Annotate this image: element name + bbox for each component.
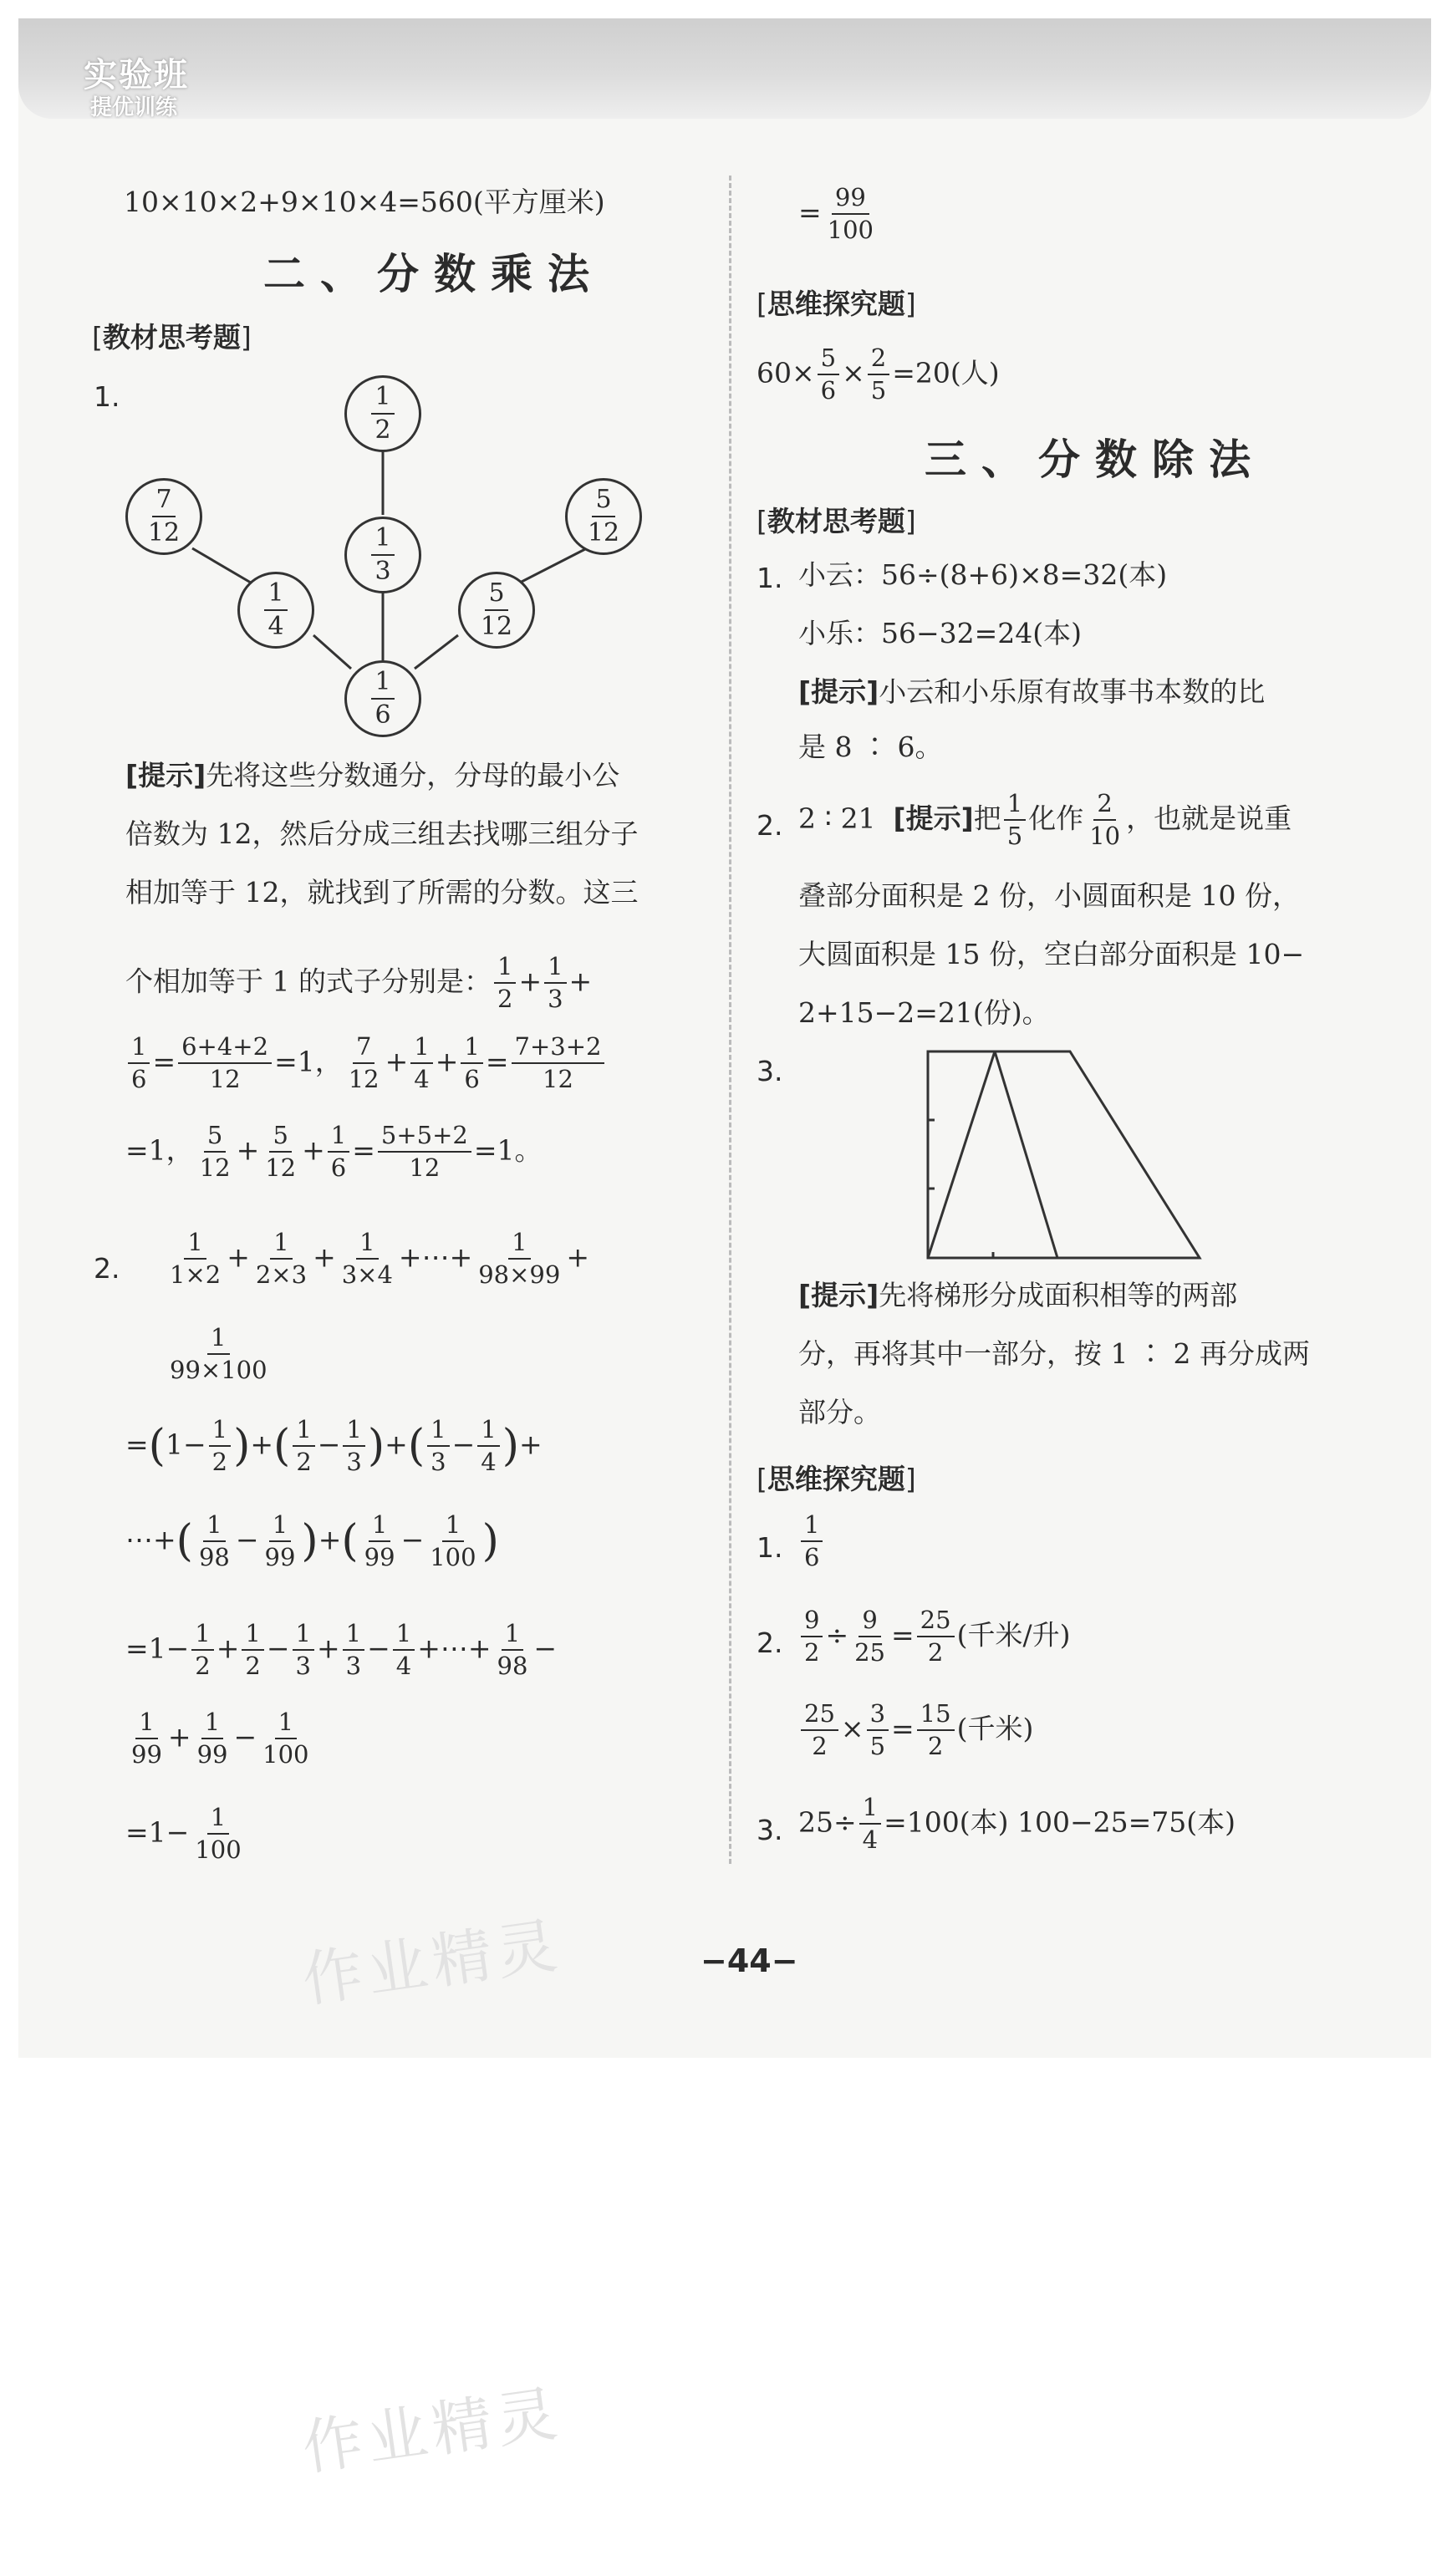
q2-line: 大圆面积是 15 份，空白部分面积是 10− bbox=[798, 938, 1305, 970]
tree-node-1-4: $\frac{1}{4}$ bbox=[237, 572, 314, 649]
result-99-100: = $\frac{99}{100}$ bbox=[798, 183, 874, 245]
sum-expression-1: $\frac{1}{6}$ = $\frac{6+4+2}{12}$ =1， $\frac{7}{12}$ + $\frac{1}{4}$ + $\frac{1}{6}$ = $\frac{7+3+2}{12}$ bbox=[125, 1033, 607, 1094]
q2-answer: 2 ∶ 21 [提示]把 $\frac{1}{5}$ 化作 $\frac{2}{10}$ ，也就是说重 bbox=[798, 789, 1292, 851]
explore-answer-2b: $\frac{25}{2}$ × $\frac{3}{5}$ = $\frac{15}{2}$ (千米) bbox=[798, 1700, 1033, 1761]
explore-answer-2a: $\frac{9}{2}$ ÷ $\frac{9}{25}$ = $\frac{25}{2}$ (千米/升) bbox=[798, 1606, 1070, 1667]
tip-line-with-expression: 个相加等于 1 的式子分别是： $\frac{1}{2}$ + $\frac{1}{3}$ + bbox=[125, 952, 593, 1014]
question-number: 1. bbox=[757, 562, 783, 594]
telescoping-step-1: =(1− $\frac{1}{2}$ )+( $\frac{1}{2}$ − $\frac{1}{3}$ )+( $\frac{1}{3}$ − $\frac{1}{4}$ )+ bbox=[125, 1415, 543, 1477]
q2-line: 2+15−2=21(份)。 bbox=[798, 996, 1050, 1029]
explore-equation: 60× $\frac{5}{6}$ × $\frac{2}{5}$ =20(人) bbox=[757, 344, 1000, 405]
q1-xiaole: 小乐：56−32=24(本) bbox=[798, 617, 1083, 649]
q3-tip: [提示]先将梯形分成面积相等的两部 bbox=[798, 1279, 1238, 1311]
question-number: 2. bbox=[757, 1627, 783, 1659]
series-expression-last-term: $\frac{1}{99\times 100}$ bbox=[170, 1323, 267, 1385]
tree-node-1-3: $\frac{1}{3}$ bbox=[344, 517, 421, 593]
brand-subtitle: 提优训练 bbox=[90, 95, 178, 120]
q1-xiaoyun: 小云：56÷(8+6)×8=32(本) bbox=[798, 558, 1168, 591]
explore-questions-label: [思维探究题] bbox=[757, 1463, 916, 1495]
telescoping-step-2: ⋯+( $\frac{1}{98}$ − $\frac{1}{99}$ )+( $\frac{1}{99}$ − $\frac{1}{100}$ ) bbox=[125, 1510, 499, 1572]
textbook-questions-label: [教材思考题] bbox=[757, 505, 916, 537]
tip-line: 倍数为 12，然后分成三组去找哪三组分子 bbox=[125, 817, 639, 850]
tip-line: 相加等于 12，就找到了所需的分数。这三 bbox=[125, 876, 639, 909]
trapezoid-diagram bbox=[920, 1045, 1212, 1262]
question-number: 2. bbox=[94, 1252, 120, 1285]
textbook-questions-label: [教材思考题] bbox=[92, 321, 252, 354]
sum-expression-2: =1， $\frac{5}{12}$ + $\frac{5}{12}$ + $\frac{1}{6}$ = $\frac{5+5+2}{12}$ =1。 bbox=[125, 1121, 543, 1183]
q1-tip: [提示]小云和小乐原有故事书本数的比 bbox=[798, 675, 1266, 708]
q3-tip-line: 部分。 bbox=[798, 1396, 881, 1428]
telescoping-step-4: $\frac{1}{99}$ + $\frac{1}{99}$ − $\frac{1}{100}$ bbox=[131, 1708, 309, 1769]
question-number: 1. bbox=[757, 1531, 783, 1564]
q2-line: 叠部分面积是 2 份，小圆面积是 10 份， bbox=[798, 879, 1300, 912]
q3-tip-line: 分，再将其中一部分，按 1 ∶ 2 再分成两 bbox=[798, 1337, 1310, 1370]
series-expression: $\frac{1}{1\times 2}$ + $\frac{1}{2\times 3}$ + $\frac{1}{3\times 4}$ +⋯+ $\frac{1}{98\times 99}$ + bbox=[170, 1228, 589, 1290]
tree-node-5-12-mid: $\frac{5}{12}$ bbox=[458, 572, 535, 649]
question-number: 3. bbox=[757, 1055, 783, 1087]
explore-answer-3: 25÷ $\frac{1}{4}$ =100(本) 100−25=75(本) bbox=[798, 1793, 1236, 1855]
question-number: 3. bbox=[757, 1814, 783, 1846]
tree-node-5-12-top: $\frac{5}{12}$ bbox=[565, 478, 642, 555]
telescoping-step-3: =1− $\frac{1}{2}$ + $\frac{1}{2}$ − $\frac{1}{3}$ + $\frac{1}{3}$ − $\frac{1}{4}$ +⋯+ $\frac{1}{98}$ − bbox=[125, 1619, 558, 1681]
brand-title: 实验班 bbox=[84, 56, 189, 94]
tip-line: [提示]先将这些分数通分，分母的最小公 bbox=[125, 759, 620, 792]
watermark: 作业精灵 bbox=[298, 1909, 567, 2016]
explore-answer-1: $\frac{1}{6}$ bbox=[798, 1511, 825, 1572]
explore-questions-label: [思维探究题] bbox=[757, 288, 916, 320]
telescoping-result: =1− $\frac{1}{100}$ bbox=[125, 1803, 242, 1865]
area-equation: 10×10×2+9×10×4=560(平方厘米) bbox=[124, 186, 605, 218]
q1-tip-line2: 是 8 ∶ 6。 bbox=[798, 731, 943, 763]
question-number: 1. bbox=[94, 380, 120, 413]
watermark: 作业精灵 bbox=[298, 2377, 567, 2484]
section-title-division: 三、分数除法 bbox=[925, 435, 1266, 484]
page-number: −44− bbox=[701, 1942, 798, 1979]
question-number: 2. bbox=[757, 809, 783, 842]
tree-node-7-12: $\frac{7}{12}$ bbox=[125, 478, 202, 555]
tree-node-1-2: $\frac{1}{2}$ bbox=[344, 375, 421, 452]
tree-node-1-6: $\frac{1}{6}$ bbox=[344, 660, 421, 737]
section-title-multiplication: 二、分数乘法 bbox=[263, 250, 604, 298]
